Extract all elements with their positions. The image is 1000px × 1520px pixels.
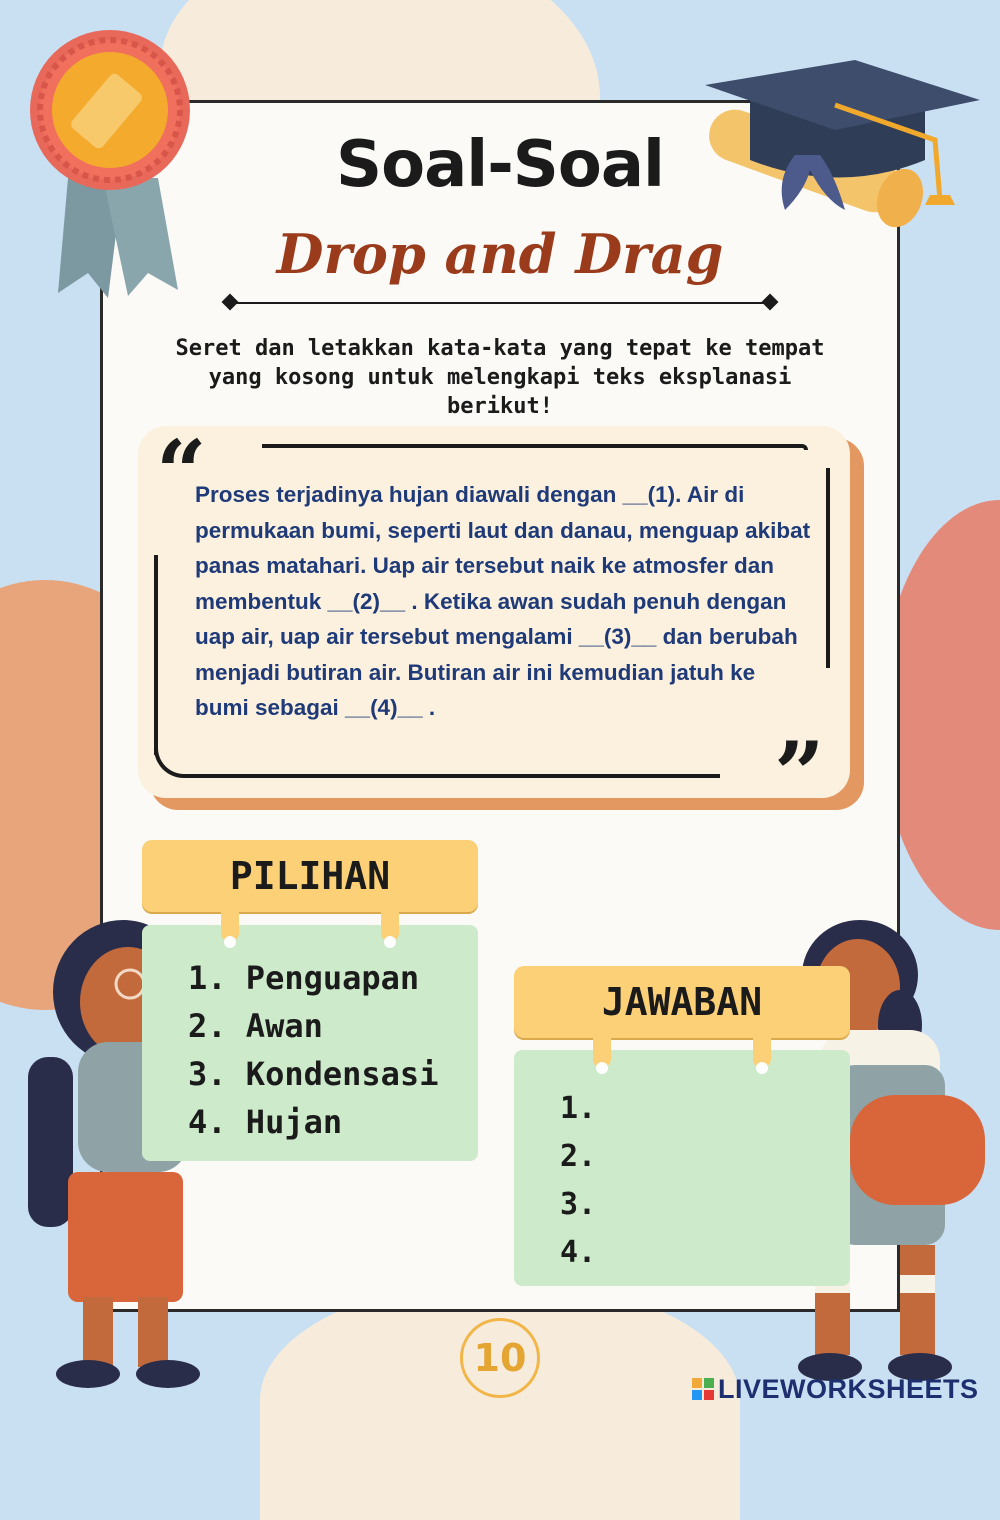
title-divider [230,302,770,304]
pilihan-hole-right [384,936,396,948]
pilihan-label: PILIHAN [229,854,391,898]
close-quote-icon: ” [774,722,825,826]
open-quote-icon: “ [156,420,207,524]
jawaban-label: JAWABAN [601,980,763,1024]
option-item[interactable]: 2. Awan [188,1007,323,1045]
liveworksheets-logo-icon [692,1378,714,1400]
pilihan-hole-left [224,936,236,948]
option-item[interactable]: 3. Kondensasi [188,1055,439,1093]
page-subtitle: Drop and Drag [276,222,724,286]
page-title: Soal-Soal [336,128,664,202]
watermark[interactable]: LIVEWORKSHEETS [718,1374,979,1404]
jawaban-hole-left [596,1062,608,1074]
answer-drop-slot[interactable]: 2. [560,1139,597,1174]
answer-drop-slot[interactable]: 1. [560,1091,597,1126]
background-blob-bottom [260,1280,740,1520]
passage-frame-bottom [154,748,720,778]
pilihan-options [188,954,438,1146]
passage-frame-right [826,468,830,668]
jawaban-hole-right [756,1062,768,1074]
instruction-text: Seret dan letakkan kata-kata yang tepat ke tempat yang kosong untuk melengkapi teks eksplanasi berikut! [175,336,825,419]
passage-frame-top [262,444,808,450]
explanation-passage: Proses terjadinya hujan diawali dengan __(1). Air di permukaan bumi, seperti laut dan danau, menguap akibat panas matahari. Uap air tersebut naik ke atmosfer dan membentuk __(2)__ . Ketika awan sudah penuh dengan uap air, uap air tersebut mengalami __(3)__ dan berubah menjadi butiran air. Butiran air ini kemudian jatuh ke bumi sebagai __(4)__ . [195,482,811,720]
jawaban-tag [514,966,850,1038]
option-item[interactable]: 4. Hujan [188,1103,343,1141]
page-number: 10 [460,1318,540,1398]
pilihan-tag [142,840,478,912]
jawaban-slots [560,1085,596,1277]
passage-frame-left [154,555,158,755]
option-item[interactable]: 1. Penguapan [188,959,420,997]
answer-drop-slot[interactable]: 3. [560,1187,597,1222]
answer-drop-slot[interactable]: 4. [560,1235,597,1270]
